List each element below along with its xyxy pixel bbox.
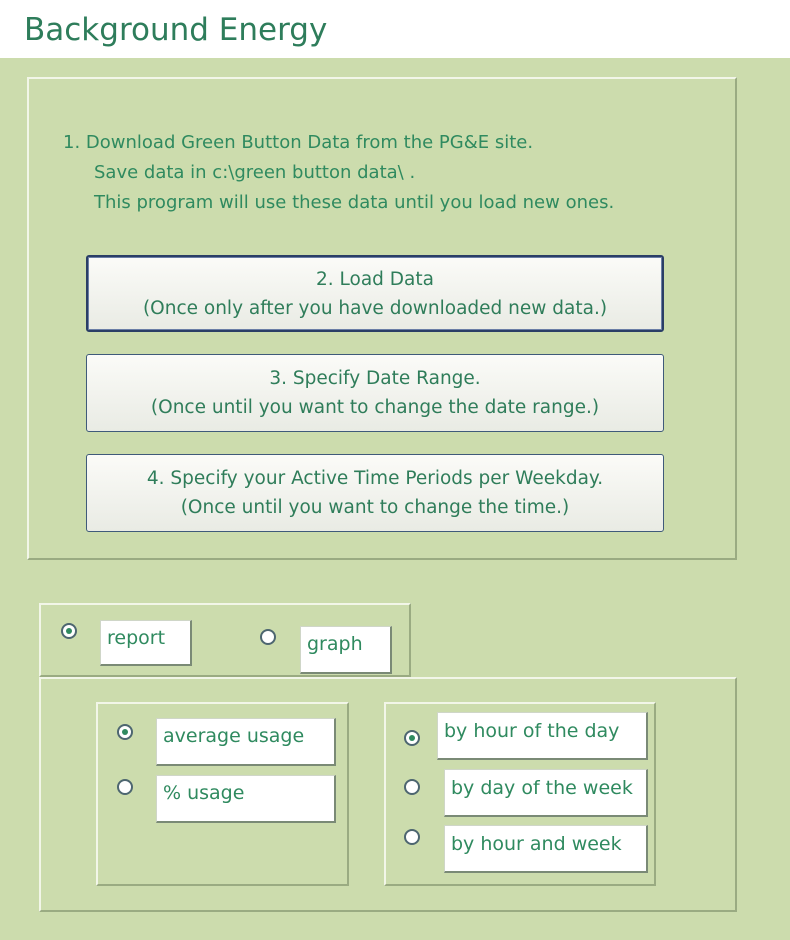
by-hour-week-radio[interactable]: [404, 829, 420, 845]
date-range-note: (Once until you want to change the date range.): [150, 397, 600, 418]
by-hour-label: by hour of the day: [437, 712, 648, 760]
average-usage-label: average usage: [156, 718, 336, 766]
active-time-label: 4. Specify your Active Time Periods per Weekday.: [146, 468, 604, 489]
specify-active-time-button[interactable]: [86, 454, 664, 532]
average-usage-radio[interactable]: [117, 724, 133, 740]
graph-radio[interactable]: [260, 629, 276, 645]
specify-date-range-button[interactable]: [86, 354, 664, 432]
percent-usage-label: % usage: [156, 775, 336, 823]
by-hour-radio[interactable]: [404, 730, 420, 746]
instruction-line-1: 1. Download Green Button Data from the PG&E site.: [63, 132, 534, 153]
percent-usage-radio[interactable]: [117, 779, 133, 795]
page-title: Background Energy: [24, 12, 328, 48]
graph-label: graph: [300, 626, 392, 674]
instruction-line-3: This program will use these data until you load new ones.: [94, 192, 615, 213]
by-day-radio[interactable]: [404, 779, 420, 795]
load-data-label: 2. Load Data: [316, 268, 434, 290]
report-radio[interactable]: [61, 623, 77, 639]
active-time-note: (Once until you want to change the time.): [180, 497, 570, 518]
date-range-label: 3. Specify Date Range.: [269, 368, 481, 389]
instruction-line-2: Save data in c:\green button data\ .: [94, 162, 416, 183]
by-hour-week-label: by hour and week: [444, 825, 648, 873]
by-day-label: by day of the week: [444, 769, 648, 817]
report-label: report: [100, 620, 192, 666]
load-data-button[interactable]: [86, 255, 664, 332]
load-data-note: (Once only after you have downloaded new data.): [142, 297, 608, 319]
